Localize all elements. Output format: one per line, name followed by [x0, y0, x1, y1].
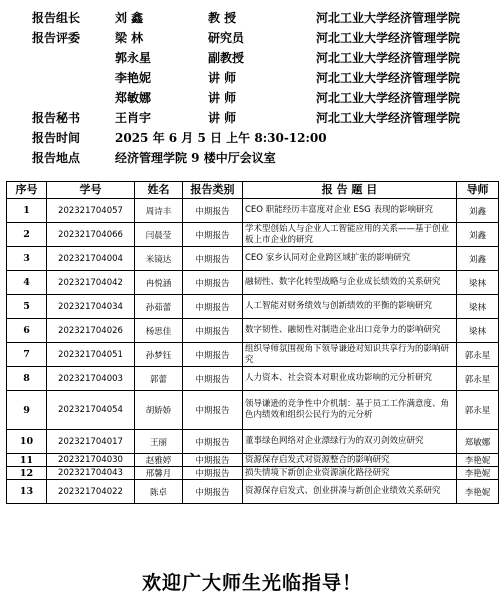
role-label: 报告秘书: [32, 111, 81, 125]
cell-advisor: 郑敏娜: [457, 430, 499, 454]
cell-no: 6: [7, 319, 47, 343]
member-org: 河北工业大学经济管理学院: [316, 51, 461, 65]
place-label: 报告地点: [32, 151, 81, 165]
time-label: 报告时间: [32, 131, 81, 145]
table-row: [7, 480, 499, 504]
cell-advisor: 郭永星: [457, 343, 499, 367]
table-row: [7, 343, 499, 367]
cell-report-type: 中期报告: [183, 454, 243, 467]
committee-row: [0, 108, 504, 128]
cell-no: 11: [7, 454, 47, 467]
member-name: 郭永星: [115, 51, 152, 65]
member-org: 河北工业大学经济管理学院: [316, 91, 461, 105]
member-name: 郑敏娜: [115, 91, 152, 105]
member-name: 王肖宇: [115, 111, 152, 125]
cell-no: 2: [7, 223, 47, 247]
cell-name: 郭蕾: [135, 367, 183, 391]
cell-advisor: 梁林: [457, 319, 499, 343]
table-header-row: [7, 182, 499, 199]
place-row: [0, 148, 504, 168]
cell-topic: 资源保存启发式、创业拼凑与新创企业绩效关系研究: [243, 480, 457, 504]
header-id: 学号: [47, 182, 135, 199]
cell-advisor: 郭永星: [457, 367, 499, 391]
cell-student-id: 202321704042: [47, 271, 135, 295]
cell-topic: CEO 家乡认同对企业跨区域扩张的影响研究: [243, 247, 457, 271]
cell-topic: 董事绿色网络对企业漂绿行为的双刃剑效应研究: [243, 430, 457, 454]
member-title: 讲 师: [208, 91, 237, 105]
cell-topic: 损失情境下新创企业资源演化路径研究: [243, 467, 457, 480]
role-label: 报告评委: [32, 31, 81, 45]
cell-student-id: 202321704003: [47, 367, 135, 391]
cell-student-id: 202321704030: [47, 454, 135, 467]
table-row: [7, 295, 499, 319]
cell-report-type: 中期报告: [183, 247, 243, 271]
cell-name: 冉悦涵: [135, 271, 183, 295]
table-row: [7, 430, 499, 454]
cell-topic: 领导谦逊的竞争性中介机制：基于员工工作满意度、角色内绩效和组织公民行为的元分析: [243, 391, 457, 430]
cell-advisor: 刘鑫: [457, 223, 499, 247]
cell-topic: 人力资本、社会资本对职业成功影响的元分析研究: [243, 367, 457, 391]
member-title: 教 授: [208, 11, 237, 25]
cell-name: 闫晨莹: [135, 223, 183, 247]
table-row: [7, 247, 499, 271]
cell-report-type: 中期报告: [183, 467, 243, 480]
header-topic: 报 告 题 目: [243, 182, 457, 199]
cell-report-type: 中期报告: [183, 199, 243, 223]
place-value: 经济管理学院 9 楼中厅会议室: [115, 151, 276, 165]
role-label: 报告组长: [32, 11, 81, 25]
header-no: 序号: [7, 182, 47, 199]
cell-student-id: 202321704043: [47, 467, 135, 480]
cell-report-type: 中期报告: [183, 223, 243, 247]
cell-report-type: 中期报告: [183, 271, 243, 295]
cell-report-type: 中期报告: [183, 367, 243, 391]
cell-student-id: 202321704051: [47, 343, 135, 367]
cell-topic: 人工智能对财务绩效与创新绩效的平衡的影响研究: [243, 295, 457, 319]
cell-advisor: 李艳妮: [457, 454, 499, 467]
table-row: [7, 367, 499, 391]
member-name: 李艳妮: [115, 71, 152, 85]
member-org: 河北工业大学经济管理学院: [316, 71, 461, 85]
cell-no: 8: [7, 367, 47, 391]
committee-row: [0, 28, 504, 48]
cell-no: 4: [7, 271, 47, 295]
cell-no: 12: [7, 467, 47, 480]
cell-advisor: 刘鑫: [457, 199, 499, 223]
table-row: [7, 199, 499, 223]
cell-topic: 组织导师氛围视角下领导谦逊对知识共享行为的影响研究: [243, 343, 457, 367]
welcome-footer: 欢迎广大师生光临指导！: [141, 572, 362, 594]
cell-advisor: 李艳妮: [457, 480, 499, 504]
cell-report-type: 中期报告: [183, 480, 243, 504]
cell-no: 13: [7, 480, 47, 504]
table-row: [7, 467, 499, 480]
member-org: 河北工业大学经济管理学院: [316, 31, 461, 45]
cell-no: 9: [7, 391, 47, 430]
cell-no: 5: [7, 295, 47, 319]
cell-report-type: 中期报告: [183, 391, 243, 430]
member-name: 刘 鑫: [115, 11, 144, 25]
cell-topic: 融韧性、数字化转型战略与企业成长绩效的关系研究: [243, 271, 457, 295]
member-org: 河北工业大学经济管理学院: [316, 11, 461, 25]
member-title: 讲 师: [208, 71, 237, 85]
cell-student-id: 202321704017: [47, 430, 135, 454]
header-advisor: 导师: [457, 182, 499, 199]
table-row: [7, 454, 499, 467]
cell-name: 赵雅婷: [135, 454, 183, 467]
member-title: 副教授: [208, 51, 245, 65]
cell-advisor: 刘鑫: [457, 247, 499, 271]
cell-no: 1: [7, 199, 47, 223]
committee-row: [0, 48, 504, 68]
committee-row: [0, 8, 504, 28]
table-row: [7, 391, 499, 430]
cell-student-id: 202321704054: [47, 391, 135, 430]
cell-no: 3: [7, 247, 47, 271]
time-value: 2025 年 6 月 5 日 上午 8:30-12:00: [115, 131, 327, 145]
report-schedule-table: [6, 181, 499, 504]
cell-student-id: 202321704066: [47, 223, 135, 247]
cell-student-id: 202321704026: [47, 319, 135, 343]
cell-student-id: 202321704057: [47, 199, 135, 223]
cell-advisor: 李艳妮: [457, 467, 499, 480]
member-title: 研究员: [208, 31, 245, 45]
cell-topic: CEO 职能经历丰富度对企业 ESG 表现的影响研究: [243, 199, 457, 223]
header-type: 报告类别: [183, 182, 243, 199]
table-row: [7, 319, 499, 343]
cell-student-id: 202321704034: [47, 295, 135, 319]
cell-name: 邢馨月: [135, 467, 183, 480]
cell-student-id: 202321704022: [47, 480, 135, 504]
cell-name: 胡娇娇: [135, 391, 183, 430]
table-row: [7, 223, 499, 247]
time-row: [0, 128, 504, 148]
cell-topic: 学术型创始人与企业人工智能应用的关系——基于创业板上市企业的研究: [243, 223, 457, 247]
committee-row: [0, 68, 504, 88]
member-title: 讲 师: [208, 111, 237, 125]
member-org: 河北工业大学经济管理学院: [316, 111, 461, 125]
table-row: [7, 271, 499, 295]
cell-advisor: 梁林: [457, 295, 499, 319]
cell-no: 10: [7, 430, 47, 454]
cell-name: 杨思佳: [135, 319, 183, 343]
cell-name: 米镜达: [135, 247, 183, 271]
header-name: 姓名: [135, 182, 183, 199]
cell-topic: 资源保存启发式对资源整合的影响研究: [243, 454, 457, 467]
cell-advisor: 梁林: [457, 271, 499, 295]
member-name: 梁 林: [115, 31, 144, 45]
cell-name: 孙茹蕾: [135, 295, 183, 319]
cell-student-id: 202321704004: [47, 247, 135, 271]
cell-advisor: 郭永星: [457, 391, 499, 430]
cell-report-type: 中期报告: [183, 319, 243, 343]
cell-topic: 数字韧性、融韧性对制造企业出口竞争力的影响研究: [243, 319, 457, 343]
cell-report-type: 中期报告: [183, 343, 243, 367]
cell-name: 周诗丰: [135, 199, 183, 223]
cell-report-type: 中期报告: [183, 295, 243, 319]
cell-name: 陈卓: [135, 480, 183, 504]
cell-no: 7: [7, 343, 47, 367]
committee-row: [0, 88, 504, 108]
cell-report-type: 中期报告: [183, 430, 243, 454]
cell-name: 孙梦钰: [135, 343, 183, 367]
cell-name: 王丽: [135, 430, 183, 454]
